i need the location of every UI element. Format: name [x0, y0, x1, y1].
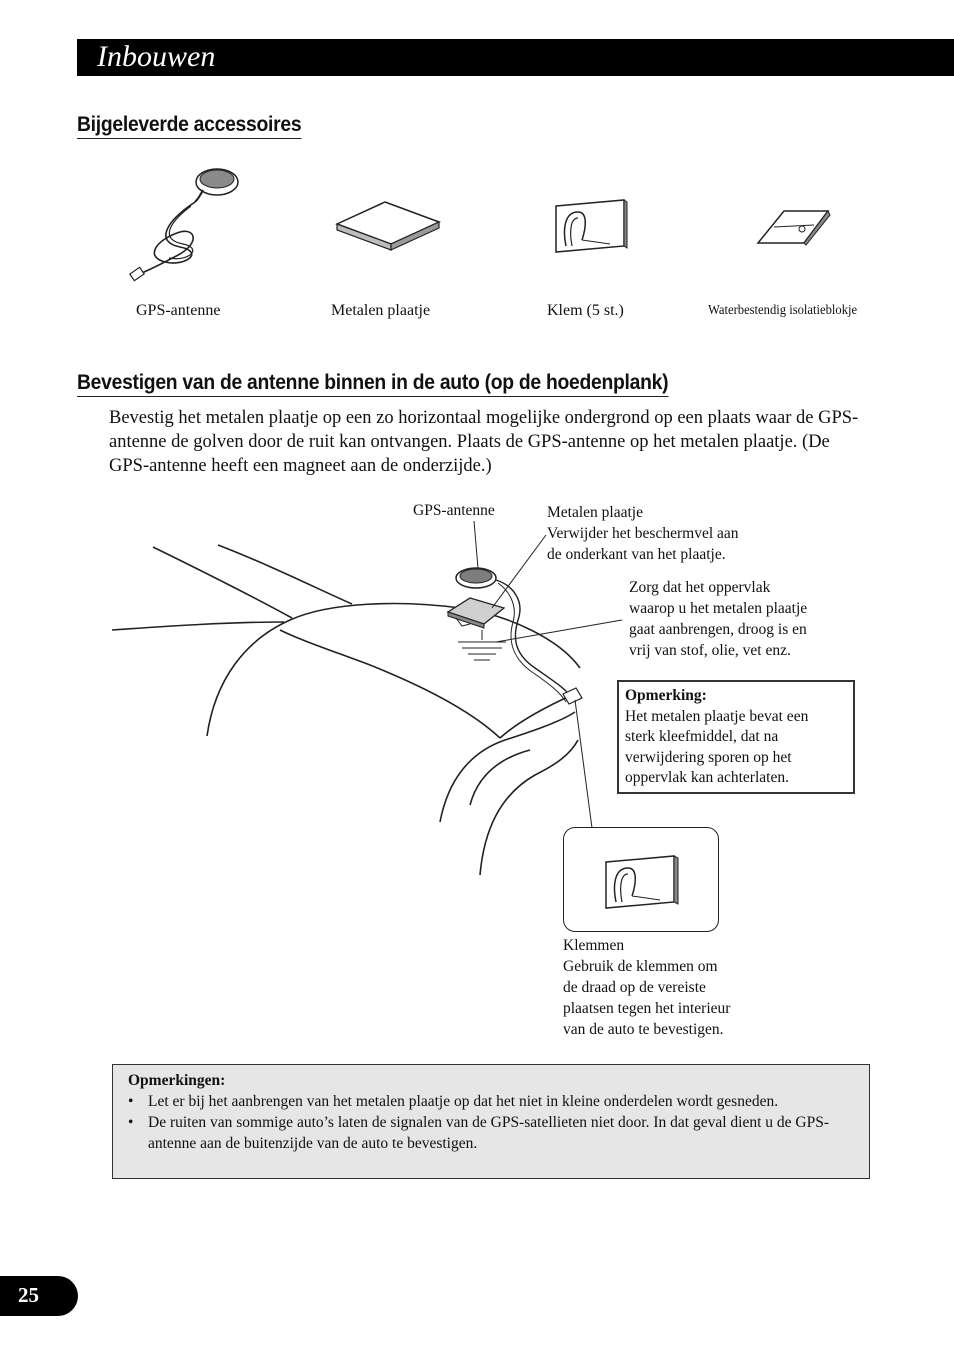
accessory-label-gps-antenna: GPS-antenne: [136, 302, 221, 319]
accessory-label-metal-plate: Metalen plaatje: [331, 302, 431, 319]
notes-title: Opmerkingen:: [128, 1072, 226, 1089]
accessories-heading: Bijgeleverde accessoires: [77, 113, 301, 139]
note-item: • Let er bij het aanbrengen van het metalen plaatje op dat het niet in kleine onderdelen wordt gesneden.: [128, 1093, 779, 1110]
mounting-heading: Bevestigen van de antenne binnen in de auto (op de hoedenplank): [77, 371, 668, 397]
page-number: 25: [18, 1283, 39, 1307]
diagram-label-antenna: GPS-antenne: [413, 502, 495, 519]
accessory-label-clamp: Klem (5 st.): [547, 302, 624, 319]
clamp-detail-box: [563, 827, 719, 932]
note-title: Opmerking:: [625, 687, 707, 704]
diagram-label-clamps: Klemmen Gebruik de klemmen om de draad op de vereiste plaatsen tegen het interieur van de auto te bevestigen.: [563, 937, 731, 1038]
page-number-tab: [0, 1276, 78, 1316]
adhesive-note-box: Opmerking: Het metalen plaatje bevat een sterk kleefmiddel, dat na verwijdering sporen op het oppervlak kan achterlaten.: [617, 680, 855, 794]
diagram-label-surface: Zorg dat het oppervlak waarop u het metalen plaatje gaat aanbrengen, droog is en vrij van stof, olie, vet enz.: [629, 579, 808, 659]
mounting-instructions: Bevestig het metalen plaatje op een zo horizontaal mogelijke ondergrond op een plaats waar de GPS-antenne de golven door de ruit kan ontvangen. Plaats de GPS-antenne op het metalen plaatje. (De GPS-antenne heeft een magneet aan de onderzijde.): [109, 408, 859, 476]
note-item: • De ruiten van sommige auto’s laten de signalen van de GPS-satellieten niet door. In dat geval dient u de GPS-antenne aan de buitenzijde van de auto te bevestigen.: [128, 1114, 829, 1152]
bullet-icon: •: [128, 1093, 134, 1110]
accessory-label-insulation-block: Waterbestendig isolatieblokje: [708, 303, 858, 318]
page-title: Inbouwen: [97, 40, 216, 73]
bullet-icon: •: [128, 1114, 134, 1131]
notes-panel: [112, 1064, 870, 1179]
clamp-detail-icon: [602, 852, 682, 910]
diagram-label-plate: Metalen plaatje Verwijder het beschermvel aan de onderkant van het plaatje.: [547, 504, 739, 563]
